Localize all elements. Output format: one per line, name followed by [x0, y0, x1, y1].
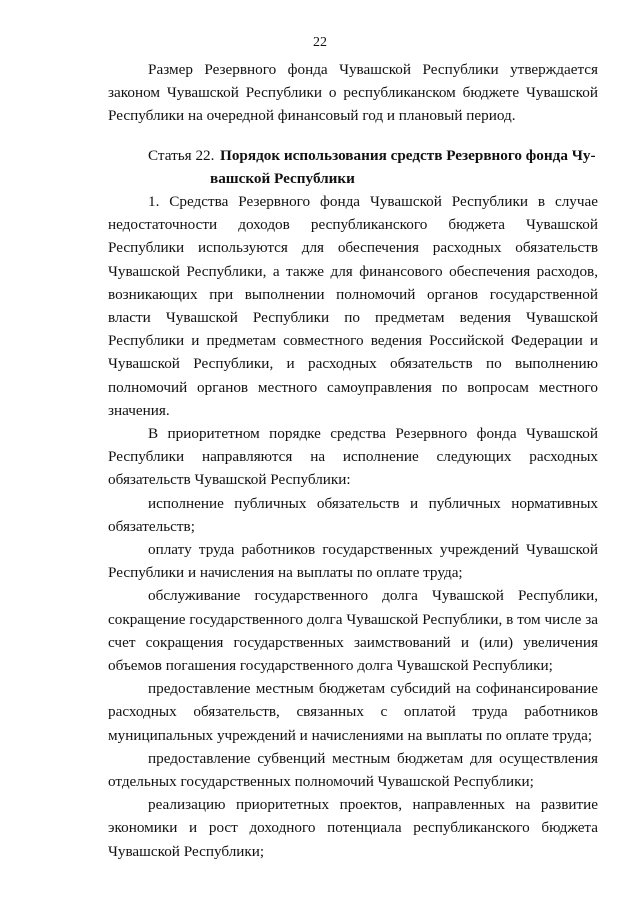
list-item: предоставление субвенций местным бюджетам для осуществления отдельных государственных полномочий Чувашской Республики;	[108, 749, 598, 791]
article-title-line1: Порядок использования средств Резервного фонда Чу-	[220, 147, 596, 164]
list-item: обслуживание государственного долга Чувашской Республики, сокращение государственного долга Чувашской Республики, в том числе за счет сокращения государственных заимствований и (или) увеличения объемов погашения государственного долга Чувашской Республики;	[108, 587, 598, 675]
page-number: 22	[313, 35, 327, 50]
intro-paragraph: Размер Резервного фонда Чувашской Республики утверждается законом Чувашской Республики о республиканском бюджете Чувашской Республики на очередной финансовый год и плановый период.	[108, 61, 598, 125]
paragraph: 1. Средства Резервного фонда Чувашской Республики в случае недостаточности доходов республиканского бюджета Чувашской Республики используются для обеспечения расходных обязательств Чувашской Республики, а также для финансового обеспечения расходов, возникающих при выполнении полномочий органов государственной власти Чувашской Республики по предметам ведения Чувашской Республики и предметам совместного ведения Российской Федерации и Чувашской Республики, и расходных обязательств по выполнению полномочий органов местного самоуправления по вопросам местного значения.	[108, 193, 598, 419]
article-number: Статья 22.	[148, 147, 215, 164]
article-body	[108, 190, 598, 863]
paragraph: В приоритетном порядке средства Резервного фонда Чувашской Республики направляются на исполнение следующих расходных обязательств Чувашской Республики:	[108, 425, 598, 489]
intro-paragraph-block	[108, 58, 598, 128]
list-item: реализацию приоритетных проектов, направленных на развитие экономики и рост доходного потенциала республиканского бюджета Чувашской Республики;	[108, 796, 598, 860]
list-item: исполнение публичных обязательств и публичных нормативных обязательств;	[108, 494, 598, 535]
list-item: предоставление местным бюджетам субсидий на софинансирование расходных обязательств, связанных с оплатой труда работников муниципальных учреждений и начислениями на выплаты по оплате труда;	[108, 680, 598, 744]
article-title-line2: вашской Республики	[210, 170, 355, 187]
list-item: оплату труда работников государственных учреждений Чувашской Республики и начисления на выплаты по оплате труда;	[108, 541, 598, 582]
article-heading	[148, 144, 598, 190]
